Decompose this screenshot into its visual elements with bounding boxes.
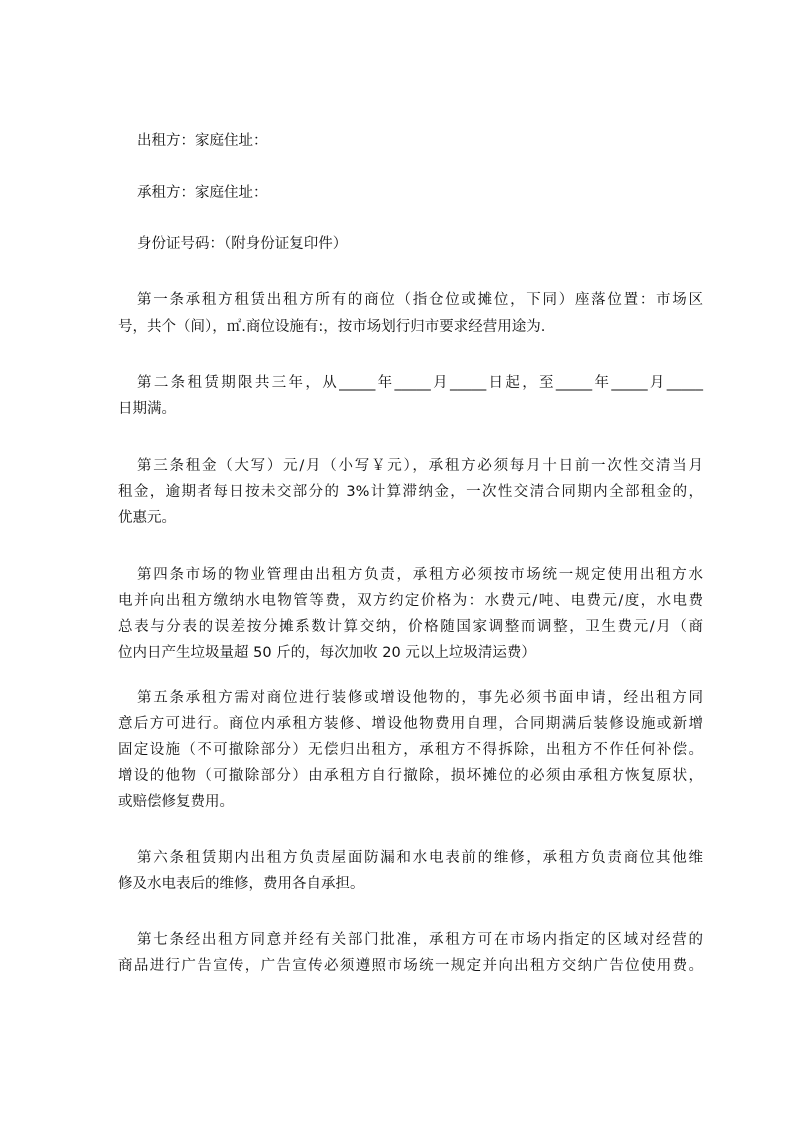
header-line: 承租方：家庭住址：: [137, 185, 268, 201]
article-5-line: 第五条承租方需对商位进行装修或增设他物的，事先必须书面申请，经出租方同: [137, 690, 703, 706]
article-5-line: 增设的他物（可撤除部分）由承租方自行撤除，损坏摊位的必须由承租方恢复原状，: [118, 768, 703, 784]
article-3-line: 租金，逾期者每日按未交部分的 3%计算滞纳金，一次性交清合同期内全部租金的，: [118, 484, 703, 500]
article-6-line: 修及水电表后的维修，费用各自承担。: [118, 876, 365, 892]
article-2-line: 日期满。: [118, 401, 176, 417]
article-7-line: 第七条经出租方同意并经有关部门批准，承租方可在市场内指定的区域对经营的: [137, 932, 703, 948]
article-5-line: 意后方可进行。商位内承租方装修、增设他物费用自理，合同期满后装修设施或新增: [118, 716, 703, 732]
header-line: 出租方：家庭住址：: [137, 133, 268, 149]
article-1-line: 第一条承租方租赁出租方所有的商位（指仓位或摊位，下同）座落位置：市场区: [137, 292, 703, 308]
article-5-line: 或赔偿修复费用。: [118, 794, 234, 810]
article-2-line: 第二条租赁期限共三年，从_____年_____月_____日起，至_____年_____月_____: [137, 375, 703, 391]
article-4-line: 电并向出租方缴纳水电物管等费，双方约定价格为：水费元/吨、电费元/度，水电费: [118, 593, 703, 609]
article-6-line: 第六条租赁期内出租方负责屋面防漏和水电表前的维修，承租方负责商位其他维: [137, 850, 703, 866]
article-4-line: 总表与分表的误差按分摊系数计算交纳，价格随国家调整而调整，卫生费元/月（商: [118, 619, 703, 635]
article-7-line: 商品进行广告宣传，广告宣传必须遵照市场统一规定并向出租方交纳广告位使用费。: [118, 958, 703, 974]
article-4-line: 第四条市场的物业管理由出租方负责，承租方必须按市场统一规定使用出租方水: [137, 567, 703, 583]
article-5-line: 固定设施（不可撤除部分）无偿归出租方，承租方不得拆除，出租方不作任何补偿。: [118, 742, 703, 758]
article-3-line: 优惠元。: [118, 510, 176, 526]
article-3-line: 第三条租金（大写）元/月（小写￥元），承租方必须每月十日前一次性交清当月: [137, 458, 703, 474]
article-1-line: 号，共个（间），㎡.商位设施有:，按市场划行归市要求经营用途为.: [118, 319, 546, 335]
article-4-line: 位内日产生垃圾量超 50 斤的，每次加收 20 元以上垃圾清运费）: [118, 645, 536, 661]
header-line: 身份证号码：（附身份证复印件）: [137, 236, 348, 252]
